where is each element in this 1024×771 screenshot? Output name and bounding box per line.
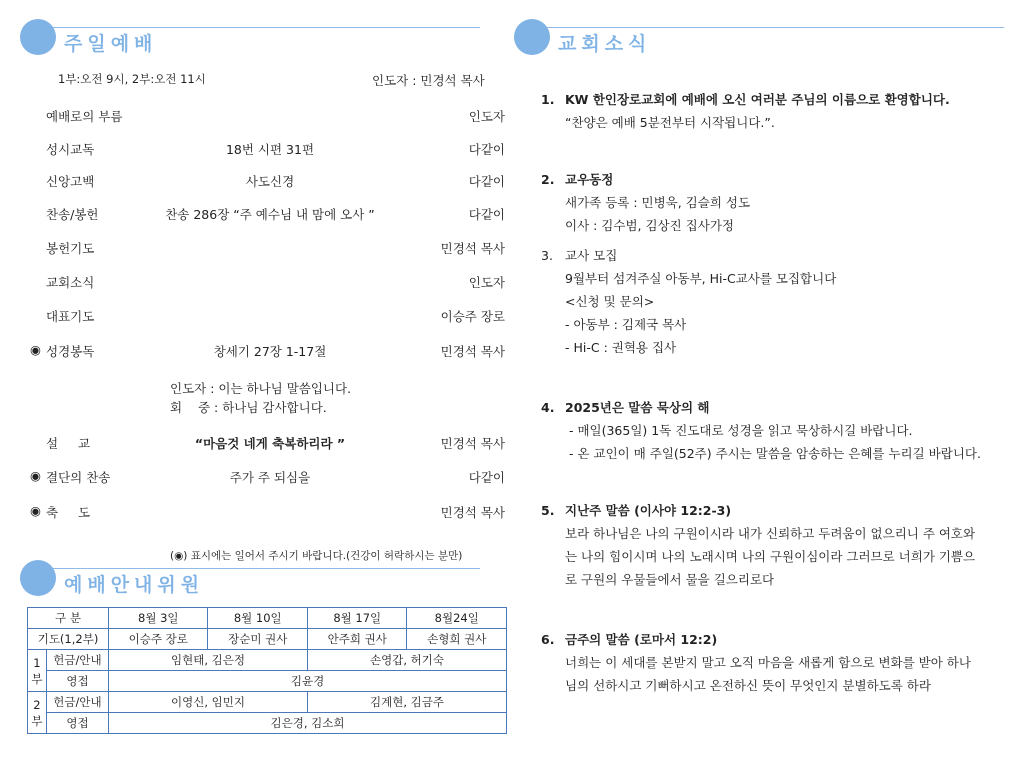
order-name: 설 교 [46,436,91,451]
news-section-header [514,19,1004,59]
order-name: 신앙고백 [46,174,95,189]
news-line: - 온 교인이 매 주일(52주) 주시는 말씀을 암송하는 은혜를 누리길 바랍니다. [565,446,981,461]
order-name: 성시교독 [46,142,95,157]
worship-times: 1부:오전 9시, 2부:오전 11시 [58,72,206,86]
standing-mark-icon: ◉ [30,503,41,518]
order-row [30,468,505,488]
order-row [30,107,505,127]
table-cell: 임현태, 김은정 [109,650,308,671]
table-row [28,629,507,650]
sermon-title: “마음것 네게 축복하리라 ” [194,436,346,451]
news-line: <신청 및 문의> [565,294,655,309]
order-person: 민경석 목사 [440,344,505,359]
table-cell: 이영신, 임민지 [109,692,308,713]
table-row [28,650,507,671]
news-heading: 지난주 말씀 (이사야 12:2-3) [565,503,732,518]
news-item-4 [541,396,1016,465]
table-row [28,671,507,692]
order-name: 대표기도 [46,309,95,324]
news-line: 님의 선하시고 기뻐하시고 온전하신 뜻이 무엇인지 분별하도록 하라 [565,678,931,693]
order-content: 창세기 27장 1-17절 [213,344,327,359]
response-leader: 인도자 : 이는 하나님 말씀입니다. [170,381,352,396]
standing-note: (◉) 표시에는 일어서 주시기 바랍니다.(건강이 허락하시는 분만) [170,550,463,562]
table-cell: 안주희 권사 [307,629,407,650]
order-person: 민경석 목사 [440,241,505,256]
order-row [30,307,505,327]
order-person: 이승주 장로 [440,309,505,324]
order-row [30,140,505,160]
table-row [28,692,507,713]
order-name: 축 도 [46,505,91,520]
table-cell: 김윤경 [109,671,507,692]
news-line: 이사 : 김수범, 김상진 집사가정 [565,218,734,233]
header-circle-icon [20,19,56,55]
order-row [30,205,505,225]
news-item-3 [541,244,1016,359]
news-line: 는 나의 힘이시며 나의 노래시며 나의 구원이심이라 그러므로 너희가 기쁨으 [565,549,976,564]
worship-title: 주일예배 [64,33,158,55]
order-name: 성경봉독 [46,344,95,359]
news-heading: 2025년은 말씀 묵상의 해 [565,400,710,415]
order-person: 다같이 [468,470,505,485]
header-circle-icon [514,19,550,55]
worship-leader: 인도자 : 민경석 목사 [372,73,485,88]
table-cell: 기도(1,2부) [28,629,109,650]
order-row [30,434,505,454]
news-heading: 교사 모집 [565,248,618,263]
order-row [30,503,505,523]
order-person: 민경석 목사 [440,505,505,520]
news-item-6 [541,628,1016,697]
table-header: 8월 3일 [109,608,208,629]
news-item-2 [541,168,1016,237]
order-person: 인도자 [468,275,505,290]
table-cell: 헌금/안내 [46,650,108,671]
table-row [28,713,507,734]
table-cell: 손영갑, 허기숙 [307,650,506,671]
news-number: 6. [541,632,555,647]
table-cell: 이승주 장로 [109,629,208,650]
table-header: 구 분 [28,608,109,629]
order-person: 다같이 [468,207,505,222]
news-line: - Hi-C : 권혁용 집사 [565,340,677,355]
table-cell: 김은경, 김소희 [109,713,507,734]
standing-mark-icon: ◉ [30,468,41,483]
table-cell: 손형희 권사 [407,629,507,650]
news-number: 5. [541,503,555,518]
news-line: 새가족 등록 : 민병욱, 김슬희 성도 [565,195,751,210]
news-item-1 [541,88,1016,134]
order-name: 교회소식 [46,275,95,290]
news-line: 로 구원의 우물들에서 물을 길으리로다 [565,572,775,587]
worship-section-header [20,19,480,59]
news-title: 교회소식 [558,33,652,55]
order-row [30,273,505,293]
table-cell: 1 부 [28,650,47,692]
order-person: 인도자 [468,109,505,124]
table-cell: 장순미 권사 [208,629,308,650]
news-line: 9월부터 섬겨주실 아동부, Hi-C교사를 모집합니다 [565,271,837,286]
header-rule [38,27,480,28]
news-line: 보라 하나님은 나의 구원이시라 내가 신뢰하고 두려움이 없으리니 주 여호와 [565,526,976,541]
order-name: 예배로의 부름 [46,109,123,124]
order-row [30,239,505,259]
response-congregation: 회 중 : 하나님 감사합니다. [170,400,327,415]
news-line: - 아동부 : 김제국 목사 [565,317,687,332]
order-content: 찬송 286장 “주 예수님 내 맘에 오사 ” [165,207,375,222]
guide-table [27,607,507,734]
news-number: 2. [541,172,555,187]
table-header: 8월 17일 [307,608,407,629]
news-heading: 금주의 말씀 (로마서 12:2) [565,632,718,647]
order-person: 다같이 [468,142,505,157]
table-cell: 영접 [46,671,108,692]
order-person: 다같이 [468,174,505,189]
order-name: 봉헌기도 [46,241,95,256]
news-line: - 매일(365일) 1독 진도대로 성경을 읽고 묵상하시길 바랍니다. [565,423,913,438]
order-content: 18번 시편 31편 [225,142,315,157]
news-number: 4. [541,400,555,415]
header-rule [532,27,1004,28]
news-line: “찬양은 예배 5분전부터 시작됩니다.”. [565,115,775,130]
order-content: 사도신경 [245,174,295,189]
table-cell: 영접 [46,713,108,734]
standing-mark-icon: ◉ [30,342,41,357]
table-cell: 2 부 [28,692,47,734]
header-rule [38,568,480,569]
order-name: 찬송/봉헌 [46,207,99,222]
news-line: 너희는 이 세대를 본받지 말고 오직 마음을 새롭게 함으로 변화를 받아 하나 [565,655,971,670]
news-heading: KW 한인장로교회에 예배에 오신 여러분 주님의 이름으로 환영합니다. [565,92,950,107]
table-cell: 헌금/안내 [46,692,108,713]
header-circle-icon [20,560,56,596]
order-row [30,342,505,362]
news-number: 1. [541,92,555,107]
table-cell: 김계현, 김금주 [307,692,506,713]
table-header: 8월 10일 [208,608,308,629]
news-item-5 [541,499,1016,591]
order-row [30,172,505,192]
table-row [28,608,507,629]
order-content: 주가 주 되심을 [229,470,311,485]
table-header: 8월24일 [407,608,507,629]
guide-section-header [20,560,480,600]
guide-title: 예배안내위원 [64,574,205,596]
news-number: 3. [541,248,553,263]
news-heading: 교우동정 [565,172,614,187]
order-name: 결단의 찬송 [46,470,111,485]
order-person: 민경석 목사 [440,436,505,451]
